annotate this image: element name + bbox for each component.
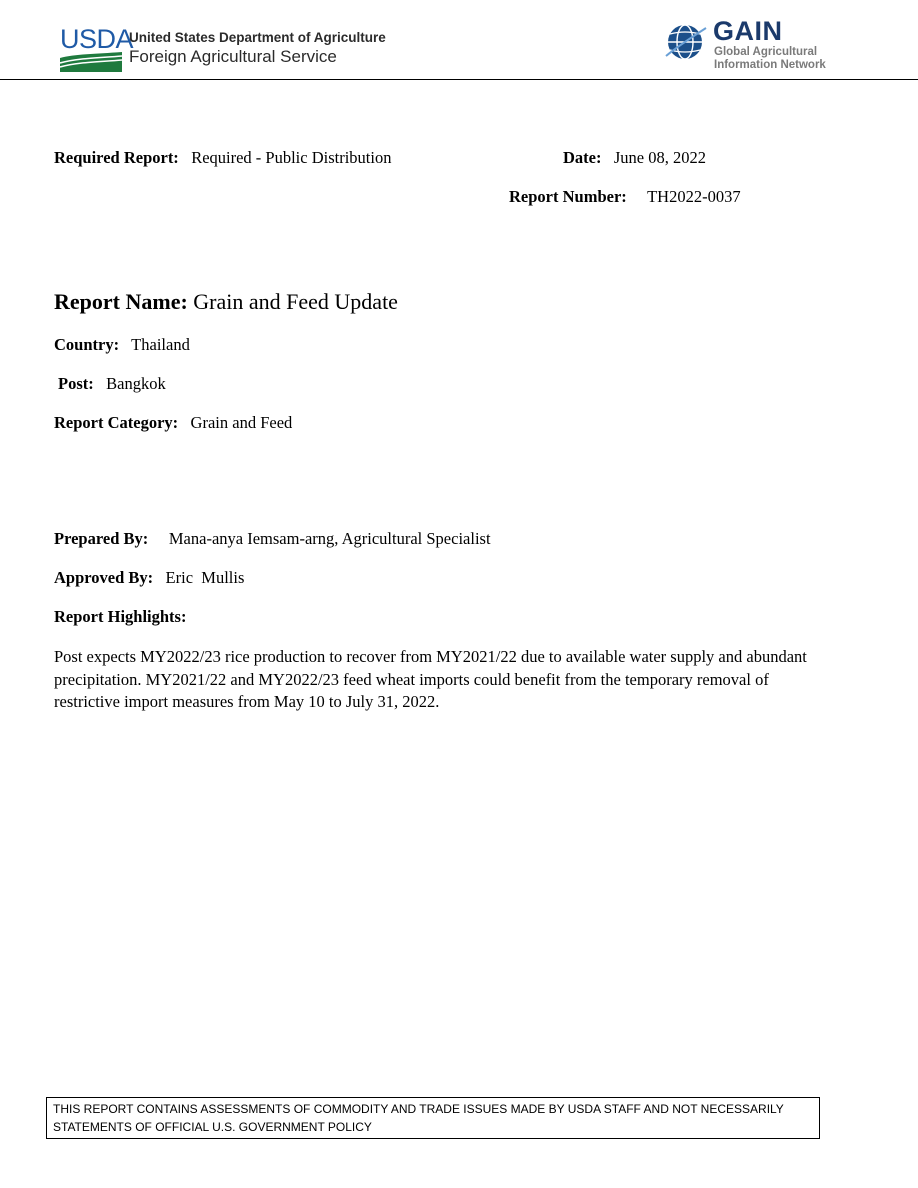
report-highlights-heading: [54, 607, 186, 627]
department-name: United States Department of Agriculture: [129, 30, 386, 45]
gain-wordmark: GAIN: [713, 16, 783, 46]
gain-subtitle: [714, 46, 826, 72]
post-row: [58, 374, 166, 394]
agency-name: Foreign Agricultural Service: [129, 47, 337, 66]
date-value: June 08, 2022: [613, 148, 706, 167]
approved-by-label: Approved By:: [54, 568, 154, 587]
usda-wave-icon: [60, 52, 122, 72]
date-label: Date:: [563, 148, 602, 167]
report-category-row: [54, 413, 292, 433]
gain-subtitle-line2: Information Network: [714, 59, 826, 71]
prepared-by-row: [54, 529, 491, 549]
report-highlights-label: Report Highlights:: [54, 607, 187, 626]
post-label: Post:: [58, 374, 94, 393]
post-value: Bangkok: [106, 374, 166, 393]
usda-wordmark: USDA: [60, 24, 134, 54]
report-number-row: [509, 187, 741, 207]
report-name-row: [54, 289, 398, 315]
report-number-value: TH2022-0037: [647, 187, 741, 206]
globe-icon: [664, 22, 708, 62]
required-report-row: [54, 148, 391, 168]
report-name-label: Report Name:: [54, 289, 188, 314]
disclaimer-box: THIS REPORT CONTAINS ASSESSMENTS OF COMMODITY AND TRADE ISSUES MADE BY USDA STAFF AND NOT NECESSARILY STATEMENTS OF OFFICIAL U.S. GOVERNMENT POLICY: [46, 1097, 820, 1139]
required-report-label: Required Report:: [54, 148, 179, 167]
header-divider: [0, 79, 918, 80]
country-value: Thailand: [131, 335, 190, 354]
report-category-label: Report Category:: [54, 413, 179, 432]
report-number-label: Report Number:: [509, 187, 627, 206]
required-report-value: Required - Public Distribution: [191, 148, 392, 167]
gain-subtitle-line1: Global Agricultural: [714, 46, 818, 58]
report-name-value: Grain and Feed Update: [193, 289, 398, 314]
country-label: Country:: [54, 335, 120, 354]
report-highlights-text: Post expects MY2022/23 rice production to recover from MY2021/22 due to available water supply and abundant precipitation. MY2021/22 and MY2022/23 feed wheat imports could benefit from the temporary removal of restrictive import measures from May 10 to July 31, 2022.: [54, 647, 807, 711]
prepared-by-value: Mana-anya Iemsam-arng, Agricultural Specialist: [168, 529, 491, 548]
report-category-value: Grain and Feed: [190, 413, 293, 432]
prepared-by-label: Prepared By:: [54, 529, 149, 548]
country-row: [54, 335, 190, 355]
approved-by-row: [54, 568, 244, 588]
approved-by-value: Eric Mullis: [165, 568, 245, 587]
date-row: [563, 148, 706, 168]
